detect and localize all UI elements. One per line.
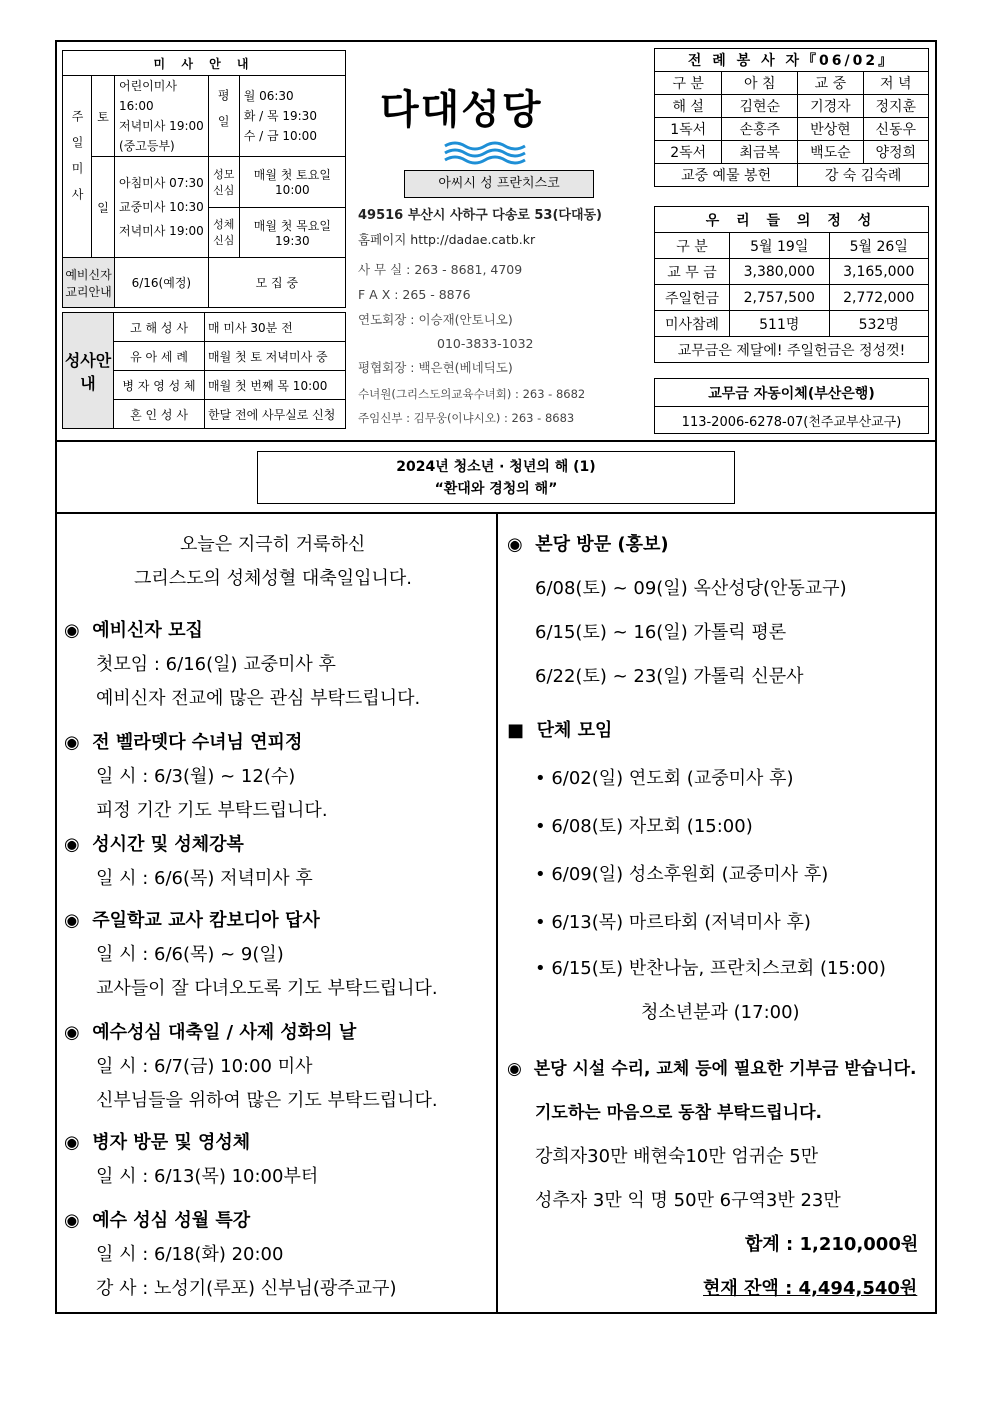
offerings-header: 5월 26일 xyxy=(829,233,929,259)
bullet-icon: ◉ xyxy=(64,834,80,855)
group-item-extra: 청소년분과 (17:00) xyxy=(641,1002,800,1023)
section-line: 일 시 : 6/18(화) 20:00 xyxy=(96,1244,284,1265)
section-title: ◉ 병자 방문 및 영성체 xyxy=(64,1132,251,1153)
theme-title-box xyxy=(257,451,735,504)
visit-item: 6/22(토) ~ 23(일) 가톨릭 신문사 xyxy=(535,666,804,687)
intro-line-1: 오늘은 지극히 거룩하신 xyxy=(180,534,366,555)
servers-header: 구 분 xyxy=(655,72,722,95)
auto-transfer-account: 113-2006-6278-07(천주교부산교구) xyxy=(655,407,929,434)
offerings-note: 교무금은 제달에! 주일헌금은 정성껏! xyxy=(655,337,929,363)
offering-names: 강 숙 김숙례 xyxy=(798,164,929,187)
section-line: 첫모임 : 6/16(일) 교중미사 후 xyxy=(96,654,336,675)
section-title: ◉ 예수 성심 성월 특강 xyxy=(64,1210,251,1231)
sacrament-info: 매 미사 30분 전 xyxy=(205,313,346,342)
section-line: 일 시 : 6/6(목) 저녁미사 후 xyxy=(96,868,313,889)
servers-title: 전 례 봉 사 자『06/02』 xyxy=(655,49,929,72)
servers-header: 교 중 xyxy=(798,72,863,95)
section-line: 일 시 : 6/6(목) ~ 9(일) xyxy=(96,944,284,965)
donation-title: ◉ 본당 시설 수리, 교체 등에 필요한 기부금 받습니다. xyxy=(507,1059,917,1079)
servers-cell: 손홍주 xyxy=(722,118,798,141)
group-item: • 6/02(일) 연도회 (교중미사 후) xyxy=(535,768,794,789)
bullet-icon: ◉ xyxy=(64,910,80,931)
group-title: ■ 단체 모임 xyxy=(507,720,613,741)
section-line: 예비신자 전교에 많은 관심 부탁드립니다. xyxy=(96,688,421,709)
weekday-times: 월 06:30 화 / 목 19:30 수 / 금 10:00 xyxy=(239,76,345,157)
section-line: 강 사 : 노성기(루포) 신부님(광주교구) xyxy=(96,1278,397,1299)
devotion-cells xyxy=(208,157,345,258)
sacrament-table xyxy=(62,312,346,429)
sacrament-name: 혼 인 성 사 xyxy=(114,400,205,429)
servers-cell: 해 설 xyxy=(655,95,722,118)
office-phone: 사 무 실 : 263 - 8681, 4709 xyxy=(358,262,523,277)
servers-cell: 기경자 xyxy=(798,95,863,118)
section-line: 교사들이 잘 다녀오도록 기도 부탁드립니다. xyxy=(96,978,438,999)
theme-line-1: 2024년 청소년 · 청년의 해 (1) xyxy=(396,459,596,475)
donation-sub: 기도하는 마음으로 동참 부탁드립니다. xyxy=(535,1103,822,1123)
wave-icon xyxy=(440,140,540,166)
section-title: ◉ 예수성심 대축일 / 사제 성화의 날 xyxy=(64,1022,357,1043)
section-line: 일 시 : 6/13(목) 10:00부터 xyxy=(96,1166,319,1187)
servers-header: 저 녁 xyxy=(863,72,928,95)
offerings-header: 구 분 xyxy=(655,233,730,259)
saturday-label: 토 xyxy=(92,76,115,157)
catechumen-status: 모 집 중 xyxy=(208,258,345,308)
visit-item: 6/08(토) ~ 09(일) 옥산성당(안동교구) xyxy=(535,578,847,599)
section-title: ◉ 전 벨라뎃다 수녀님 연피정 xyxy=(64,732,303,753)
section-title: ◉ 성시간 및 성체강복 xyxy=(64,834,244,855)
servers-cell: 신동우 xyxy=(863,118,928,141)
bullet-icon: ◉ xyxy=(64,620,80,641)
offerings-header: 5월 19일 xyxy=(730,233,830,259)
district-phone: 010-3833-1032 xyxy=(437,336,534,351)
intro-line-2: 그리스도의 성체성혈 대축일입니다. xyxy=(134,568,412,589)
offerings-cell: 2,757,500 xyxy=(730,285,830,311)
church-logo-text: 다대성당 xyxy=(380,87,543,133)
servers-cell: 양정희 xyxy=(863,141,928,164)
patron-saint: 아씨시 성 프란치스코 xyxy=(404,170,594,198)
section-line: 신부님들을 위하여 많은 기도 부탁드립니다. xyxy=(96,1090,438,1111)
bullet-icon: ◉ xyxy=(64,732,80,753)
column-divider xyxy=(496,512,498,1312)
donation-total: 합계 : 1,210,000원 xyxy=(745,1234,919,1255)
sacrament-info: 한달 전에 사무실로 신청 xyxy=(205,400,346,429)
servers-cell: 정지훈 xyxy=(863,95,928,118)
offerings-cell: 532명 xyxy=(829,311,929,337)
sunday-masses: 아침미사 07:30 교중미사 10:30 저녁미사 19:00 xyxy=(115,157,209,258)
sacrament-info: 매월 첫 번째 목 10:00 xyxy=(205,371,346,400)
offering-label: 교중 예물 봉헌 xyxy=(655,164,798,187)
holy-soul-label: 성모신심 xyxy=(209,157,240,207)
square-icon: ■ xyxy=(507,720,525,741)
donors-line: 성추자 3만 익 명 50만 6구역3반 23만 xyxy=(535,1190,841,1211)
sacrament-name: 유 아 세 례 xyxy=(114,342,205,371)
group-item: • 6/09(일) 성소후원회 (교중미사 후) xyxy=(535,864,829,885)
sacrament-label: 성사안내 xyxy=(63,313,114,429)
district-head: 연도회장 : 이승재(안토니오) xyxy=(358,312,513,327)
group-item: • 6/15(토) 반찬나눔, 프란치스코회 (15:00) xyxy=(535,958,886,979)
sacrament-name: 고 해 성 사 xyxy=(114,313,205,342)
group-item: • 6/08(토) 자모회 (15:00) xyxy=(535,816,753,837)
section-line: 일 시 : 6/3(월) ~ 12(수) xyxy=(96,766,296,787)
section-title: ◉ 주일학교 교사 캄보디아 답사 xyxy=(64,910,320,931)
bullet-icon: ◉ xyxy=(507,534,523,555)
theme-line-2: “환대와 경청의 해” xyxy=(434,481,558,497)
servers-cell: 최금복 xyxy=(722,141,798,164)
current-balance: 현재 잔액 : 4,494,540원 xyxy=(703,1278,918,1299)
servers-cell: 반상현 xyxy=(798,118,863,141)
group-item: • 6/13(목) 마르타회 (저녁미사 후) xyxy=(535,912,811,933)
sacrament-info: 매월 첫 토 저녁미사 중 xyxy=(205,342,346,371)
servers-cell: 1독서 xyxy=(655,118,722,141)
weekday-label: 평일 xyxy=(208,76,239,157)
sacrament-name: 병 자 영 성 체 xyxy=(114,371,205,400)
holy-soul-time: 매월 첫 토요일 10:00 xyxy=(239,157,345,207)
church-address: 49516 부산시 사하구 다송로 53(다대동) xyxy=(358,208,603,223)
section-line: 일 시 : 6/7(금) 10:00 미사 xyxy=(96,1056,313,1077)
eucharist-label: 성체신심 xyxy=(209,207,240,257)
bullet-icon: ◉ xyxy=(64,1022,80,1043)
eucharist-time: 매월 첫 목요일 19:30 xyxy=(253,218,331,248)
offerings-cell: 주일헌금 xyxy=(655,285,730,311)
offerings-cell: 2,772,000 xyxy=(829,285,929,311)
offerings-cell: 3,165,000 xyxy=(829,259,929,285)
servers-header: 아 침 xyxy=(722,72,798,95)
catechumen-label: 예비신자 교리안내 xyxy=(63,258,115,308)
mass-guide-title: 미 사 안 내 xyxy=(63,51,346,76)
offerings-cell: 3,380,000 xyxy=(730,259,830,285)
mass-guide-table xyxy=(62,50,346,308)
visit-item: 6/15(토) ~ 16(일) 가톨릭 평론 xyxy=(535,622,787,643)
servers-cell: 2독서 xyxy=(655,141,722,164)
offerings-cell: 미사참례 xyxy=(655,311,730,337)
saturday-masses: 어린이미사 16:00 저녁미사 19:00 (중고등부) xyxy=(115,76,209,157)
auto-transfer-table xyxy=(654,378,929,434)
council-head: 평협회장 : 백은현(베네딕도) xyxy=(358,360,513,375)
visit-title: ◉ 본당 방문 (홍보) xyxy=(507,534,669,555)
church-homepage[interactable]: 홈페이지 http://dadae.catb.kr xyxy=(358,232,536,247)
catechumen-date: 6/16(예정) xyxy=(115,258,209,308)
bullet-icon: ◉ xyxy=(507,1059,522,1079)
header-divider xyxy=(57,440,935,442)
offerings-cell: 교 무 금 xyxy=(655,259,730,285)
offerings-table xyxy=(654,206,929,363)
bullet-icon: ◉ xyxy=(64,1132,80,1153)
offerings-cell: 511명 xyxy=(730,311,830,337)
pastor-phone: 주임신부 : 김무웅(이냐시오) : 263 - 8683 xyxy=(358,411,575,425)
convent-phone: 수녀원(그리스도의교육수녀회) : 263 - 8682 xyxy=(358,387,586,401)
servers-cell: 김현순 xyxy=(722,95,798,118)
sunday-mass-label: 주일미사 xyxy=(63,76,92,258)
section-line: 피정 기간 기도 부탁드립니다. xyxy=(96,800,328,821)
section-title: ◉ 예비신자 모집 xyxy=(64,620,203,641)
offerings-title: 우 리 들 의 정 성 xyxy=(655,207,929,233)
servers-cell: 백도순 xyxy=(798,141,863,164)
bullet-icon: ◉ xyxy=(64,1210,80,1231)
servers-table xyxy=(654,48,929,187)
sunday-label: 일 xyxy=(92,157,115,258)
fax-number: F A X : 265 - 8876 xyxy=(358,287,471,302)
auto-transfer-title: 교무금 자동이체(부산은행) xyxy=(655,379,929,407)
donors-line: 강희자30만 배현숙10만 엄귀순 5만 xyxy=(535,1146,819,1167)
